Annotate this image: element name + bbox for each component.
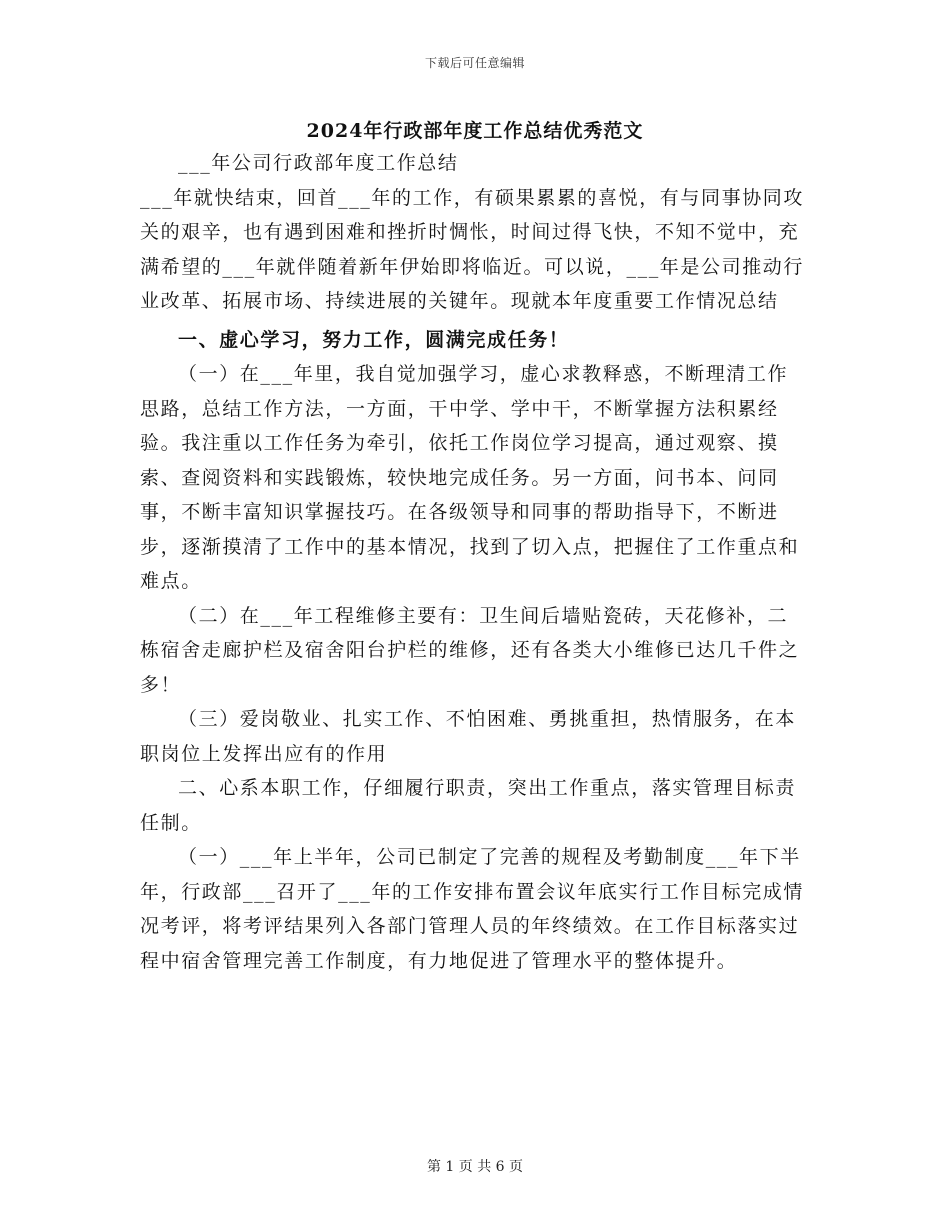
paragraph-2-1: （一）___年上半年，公司已制定了完善的规程及考勤制度___年下半年，行政部___召开了___年的工作安排布置会议年底实行工作目标完成情况考评，将考评结果列入各部门管理人员的年终绩效。在工作目标落实过程中宿舍管理完善工作制度，有力地促进了管理水平的整体提升。 bbox=[140, 846, 805, 972]
section-heading-2: 二、心系本职工作，仔细履行职责，突出工作重点，落实管理目标责任制。 bbox=[140, 777, 797, 834]
page-number-footer: 第 1 页 共 6 页 bbox=[426, 1159, 524, 1175]
section-heading-1: 一、虚心学习，努力工作，圆满完成任务！ bbox=[178, 328, 570, 351]
paragraph-intro: ___年就快结束，回首___年的工作，有硕果累累的喜悦，有与同事协同攻关的艰辛，也有遇到困难和挫折时惆怅，时间过得飞快，不知不觉中，充满希望的___年就伴随着新年伊始即将临近。可以说，___年是公司推动行业改革、拓展市场、持续进展的关键年。现就本年度重要工作情况总结 bbox=[140, 186, 805, 312]
document-subtitle: ___年公司行政部年度工作总结 bbox=[178, 152, 459, 174]
paragraph-1-2: （二）在___年工程维修主要有：卫生间后墙贴瓷砖，天花修补，二栋宿舍走廊护栏及宿舍阳台护栏的维修，还有各类大小维修已达几千件之多！ bbox=[140, 604, 800, 696]
header-note: 下载后可任意编辑 bbox=[424, 56, 525, 70]
paragraph-1-1: （一）在___年里，我自觉加强学习，虚心求教释惑，不断理清工作思路，总结工作方法，一方面，干中学、学中干，不断掌握方法积累经验。我注重以工作任务为牵引，依托工作岗位学习提高，通过观察、摸索、查阅资料和实践锻炼，较快地完成任务。另一方面，问书本、问同事，不断丰富知识掌握技巧。在各级领导和同事的帮助指导下，不断进步，逐渐摸清了工作中的基本情况，找到了切入点，把握住了工作重点和难点。 bbox=[140, 363, 800, 592]
document-body bbox=[140, 146, 806, 978]
paragraph-1-3: （三）爱岗敬业、扎实工作、不怕困难、勇挑重担，热情服务，在本职岗位上发挥出应有的作用 bbox=[140, 708, 797, 765]
document-title: 2024年行政部年度工作总结优秀范文 bbox=[306, 120, 644, 142]
